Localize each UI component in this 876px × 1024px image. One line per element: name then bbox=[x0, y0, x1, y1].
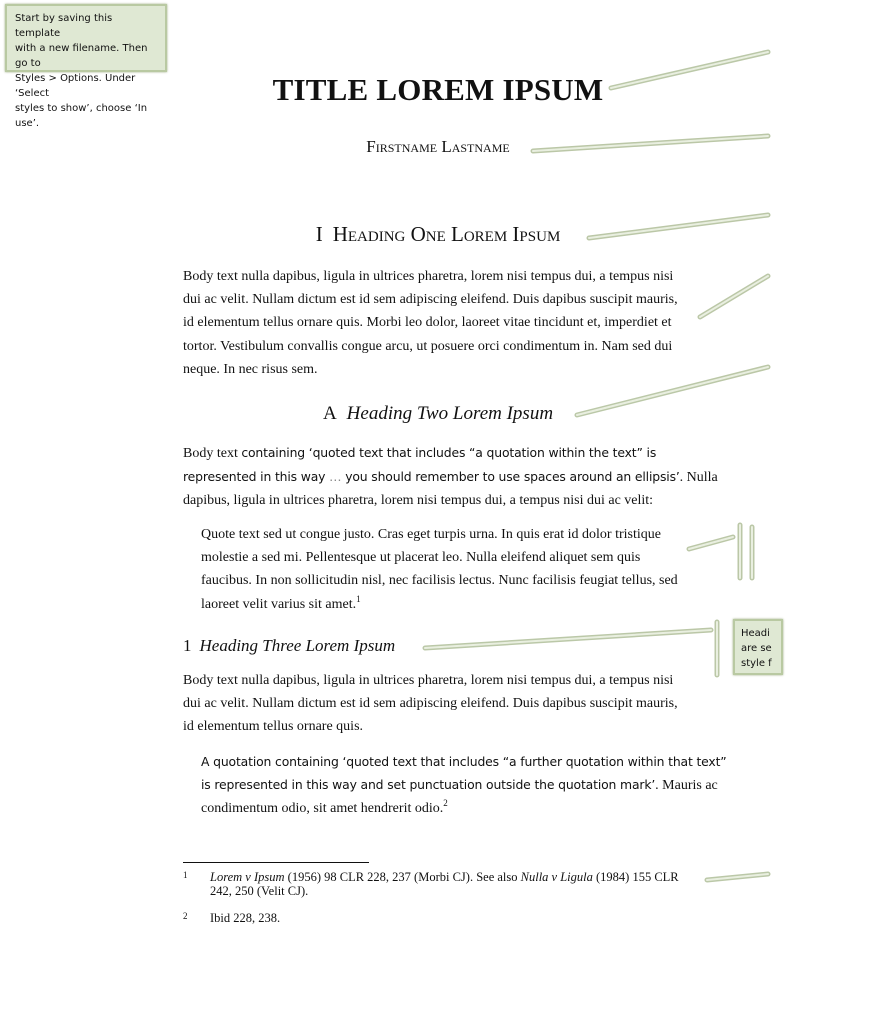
case-name: Nulla v Ligula bbox=[520, 870, 593, 884]
heading-three-number: 1 bbox=[183, 636, 192, 655]
instruction-note[interactable] bbox=[5, 4, 167, 129]
margin-comment-line: are se bbox=[741, 643, 772, 654]
footnote-number: 2 bbox=[183, 911, 188, 921]
quoted-text: you should remember to use spaces around an ellipsis’ bbox=[341, 469, 680, 485]
quote-line: Quote text sed ut congue justo. Cras eget turpis urna. In quis erat id dolor tristique bbox=[201, 527, 661, 542]
body-text: . Nulla bbox=[679, 470, 718, 486]
quote-line bbox=[201, 593, 685, 616]
body-paragraph-2 bbox=[183, 441, 718, 513]
quote-text: . Mauris ac bbox=[655, 778, 718, 794]
quote-text: laoreet velit varius sit amet. bbox=[201, 596, 357, 612]
quote-line: molestie a sed mi. Pellentesque ut placerat leo. Nulla eleifend aliquet sem quis bbox=[201, 550, 641, 566]
quote-line bbox=[201, 797, 685, 820]
body-line bbox=[183, 465, 718, 489]
margin-comment-line: style f bbox=[741, 658, 772, 669]
body-paragraph-3 bbox=[183, 669, 684, 739]
body-line: dapibus, ligula in ultrices pharetra, lorem nisi tempus dui, a tempus nisi dui ac velit: bbox=[183, 493, 654, 509]
heading-three-text: Heading Three Lorem Ipsum bbox=[199, 636, 396, 655]
quote-line: A quotation containing ‘quoted text that includes “a further quotation within that text” bbox=[201, 754, 727, 769]
body-line: id elementum tellus ornare quis. bbox=[183, 719, 364, 735]
connector-quote1 bbox=[689, 537, 733, 549]
quoted-text: represented in this way bbox=[183, 469, 330, 485]
connector-body1 bbox=[700, 276, 768, 317]
body-line: dui ac velit. Nullam dictum est id sem adipiscing eleifend. Duis dapibus suscipit mauris, bbox=[183, 696, 678, 712]
footnote-number: 1 bbox=[183, 870, 188, 880]
body-line: neque. In nec risus sem. bbox=[183, 361, 318, 377]
citation-text: (1956) 98 CLR 228, 237 (Morbi CJ). See also bbox=[284, 870, 521, 884]
margin-comment-line: Headi bbox=[741, 628, 770, 639]
quoted-text: containing ‘quoted text that includes “a quotation within the text” is bbox=[241, 445, 657, 460]
body-line: tortor. Vestibulum convallis congue arcu, ut posuere orci condimentum in. Nam sed dui bbox=[183, 338, 673, 354]
margin-comment[interactable] bbox=[733, 619, 783, 675]
instruction-note-line: Start by saving this template bbox=[15, 13, 113, 39]
heading-two-text: Heading Two Lorem Ipsum bbox=[346, 403, 554, 424]
quote-line bbox=[201, 773, 718, 797]
body-line bbox=[183, 441, 684, 465]
heading-one-text: Heading One Lorem Ipsum bbox=[332, 222, 561, 246]
block-quote-1 bbox=[201, 523, 685, 616]
footnote-ref[interactable]: 2 bbox=[443, 798, 448, 809]
instruction-note-line: Styles > Options. Under ‘Select bbox=[15, 73, 136, 99]
citation-text: 242, 250 (Velit CJ). bbox=[210, 884, 309, 898]
document-author: Firstname Lastname bbox=[366, 137, 510, 156]
heading-two-number: A bbox=[322, 403, 337, 424]
quoted-text: is represented in this way and set punctuation outside the quotation mark’ bbox=[201, 777, 656, 793]
body-line: Body text nulla dapibus, ligula in ultrices pharetra, lorem nisi tempus dui, a tempus nisi bbox=[183, 673, 674, 688]
heading-one bbox=[0, 222, 876, 247]
instruction-note-line: with a new filename. Then go to bbox=[15, 43, 148, 69]
heading-three bbox=[183, 636, 395, 656]
footnote-text: Ibid 228, 238. bbox=[210, 911, 281, 925]
footnote-text bbox=[210, 870, 724, 898]
body-line: Body text nulla dapibus, ligula in ultrices pharetra, lorem nisi tempus dui, a tempus nisi bbox=[183, 269, 674, 284]
instruction-note-line: styles to show’, choose ‘In use’. bbox=[15, 103, 148, 129]
footnote-separator bbox=[183, 862, 369, 863]
quote-text: condimentum odio, sit amet hendrerit odio. bbox=[201, 801, 444, 817]
body-paragraph-1 bbox=[183, 265, 684, 381]
body-line: dui ac velit. Nullam dictum est id sem adipiscing eleifend. Duis dapibus suscipit mauris, bbox=[183, 292, 678, 308]
block-quote-2 bbox=[201, 750, 727, 821]
body-line: id elementum tellus ornare quis. Morbi leo dolor, laoreet vitae tincidunt et, imperdiet et bbox=[183, 315, 672, 331]
ellipsis: … bbox=[329, 469, 342, 485]
citation-text: (1984) 155 CLR bbox=[592, 870, 679, 884]
connector-heading3 bbox=[425, 630, 711, 648]
case-name: Lorem v Ipsum bbox=[210, 870, 285, 884]
document-title: TITLE LOREM IPSUM bbox=[272, 72, 604, 107]
footnote-ref[interactable]: 1 bbox=[356, 593, 361, 604]
heading-two bbox=[0, 403, 876, 425]
heading-one-number: I bbox=[315, 222, 323, 246]
quote-line: faucibus. In non sollicitudin nisl, nec facilisis lectus. Nunc facilisis feugiat tellus, sed bbox=[201, 573, 678, 589]
body-text: Body text bbox=[183, 446, 242, 461]
